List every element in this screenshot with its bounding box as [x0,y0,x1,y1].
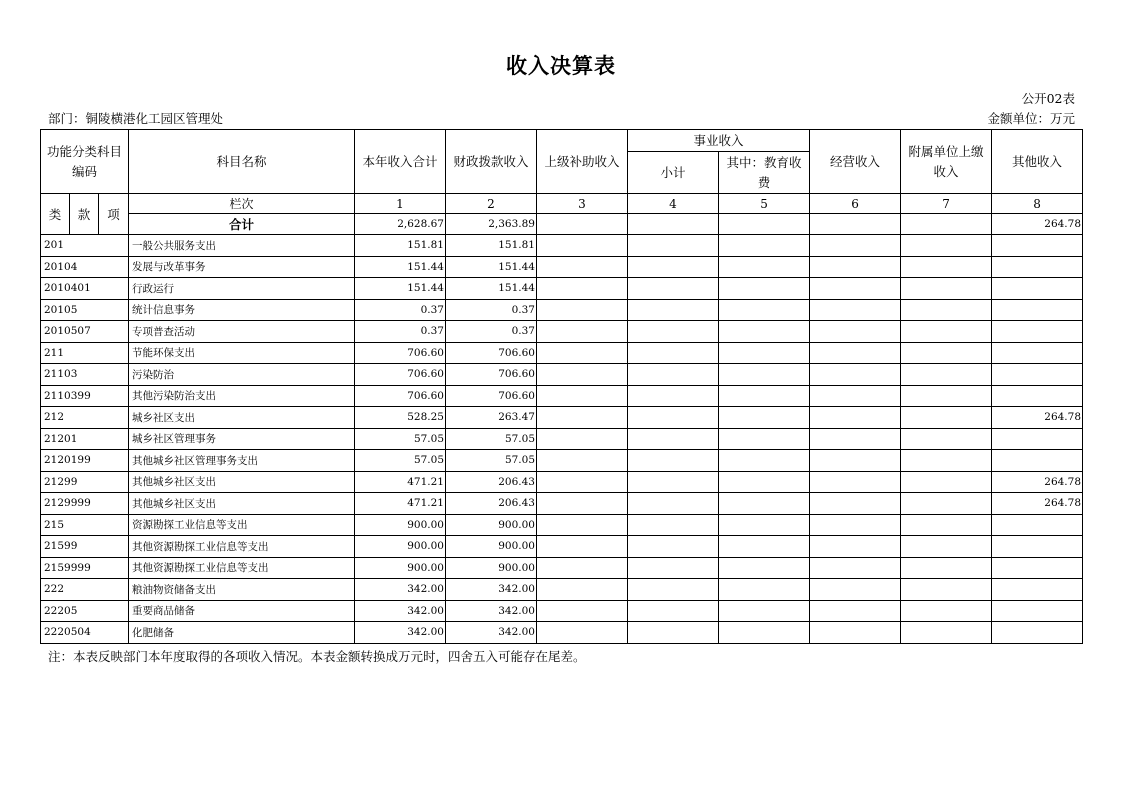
row-amount-cell [810,235,901,257]
row-amount-cell [992,342,1083,364]
row-amount-cell: 900.00 [446,514,537,536]
table-row [41,450,1083,472]
total-cell [537,214,628,235]
row-amount-cell: 151.44 [355,278,446,300]
row-amount-cell [628,600,719,622]
table-row [41,407,1083,429]
row-amount-cell [810,450,901,472]
col-number: 1 [355,194,446,214]
row-amount-cell [810,557,901,579]
row-amount-cell: 342.00 [446,579,537,601]
amount-unit-label: 金额单位：万元 [987,111,1075,126]
header-lei: 类 [41,194,70,235]
row-amount-cell [719,579,810,601]
row-amount-cell [537,407,628,429]
row-amount-cell [992,514,1083,536]
table-row [41,342,1083,364]
row-amount-cell [628,342,719,364]
footnote: 注：本表反映部门本年度取得的各项收入情况。本表金额转换成万元时，四舍五入可能存在尾差。 [48,649,586,664]
table-row [41,622,1083,644]
row-amount-cell [992,536,1083,558]
row-subject-name: 一般公共服务支出 [129,235,355,257]
row-code: 2110399 [41,385,129,407]
row-amount-cell [901,299,992,321]
row-amount-cell [992,622,1083,644]
row-subject-name: 其他资源勘探工业信息等支出 [129,536,355,558]
row-amount-cell [537,536,628,558]
row-amount-cell [992,299,1083,321]
row-amount-cell [901,407,992,429]
row-amount-cell [810,514,901,536]
row-amount-cell [810,256,901,278]
row-amount-cell [537,600,628,622]
row-amount-cell [810,385,901,407]
row-code: 2129999 [41,493,129,515]
header-total-income: 本年收入合计 [355,130,446,194]
col-number: 6 [810,194,901,214]
row-amount-cell [901,514,992,536]
row-amount-cell: 0.37 [355,321,446,343]
row-amount-cell [537,450,628,472]
row-subject-name: 城乡社区管理事务 [129,428,355,450]
row-amount-cell [992,428,1083,450]
header-other-income: 其他收入 [992,130,1083,194]
header-xiang: 项 [99,194,129,235]
row-amount-cell [992,579,1083,601]
row-amount-cell: 151.81 [355,235,446,257]
row-amount-cell [901,450,992,472]
row-amount-cell [719,622,810,644]
row-code: 211 [41,342,129,364]
row-amount-cell [901,622,992,644]
row-amount-cell: 900.00 [355,557,446,579]
row-code: 212 [41,407,129,429]
row-amount-cell: 0.37 [446,321,537,343]
total-cell [719,214,810,235]
row-amount-cell: 151.44 [355,256,446,278]
table-row [41,364,1083,386]
row-amount-cell [992,256,1083,278]
row-code: 2159999 [41,557,129,579]
row-amount-cell: 471.21 [355,471,446,493]
row-amount-cell [901,600,992,622]
row-amount-cell [719,493,810,515]
row-subject-name: 其他城乡社区支出 [129,471,355,493]
total-label: 合计 [129,214,355,235]
row-code: 21599 [41,536,129,558]
table-row [41,557,1083,579]
row-subject-name: 资源勘探工业信息等支出 [129,514,355,536]
row-amount-cell [537,299,628,321]
row-amount-cell [628,428,719,450]
table-body [41,235,1083,644]
row-amount-cell [719,299,810,321]
total-cell [628,214,719,235]
row-amount-cell [810,428,901,450]
row-amount-cell [719,278,810,300]
row-amount-cell: 57.05 [355,450,446,472]
row-amount-cell [810,622,901,644]
row-code: 21201 [41,428,129,450]
row-amount-cell: 900.00 [446,536,537,558]
row-amount-cell [719,342,810,364]
row-amount-cell: 900.00 [355,536,446,558]
row-amount-cell [719,514,810,536]
row-amount-cell [810,471,901,493]
row-amount-cell [901,471,992,493]
row-subject-name: 其他城乡社区管理事务支出 [129,450,355,472]
row-amount-cell [628,235,719,257]
total-cell: 2,363.89 [446,214,537,235]
row-amount-cell: 706.60 [446,364,537,386]
row-amount-cell: 206.43 [446,471,537,493]
header-subtotal: 小计 [628,152,719,194]
row-amount-cell [810,321,901,343]
form-number: 公开02表 [1021,91,1075,106]
row-amount-cell: 900.00 [355,514,446,536]
row-amount-cell: 57.05 [446,428,537,450]
row-amount-cell: 0.37 [446,299,537,321]
row-amount-cell [537,557,628,579]
row-amount-cell [628,407,719,429]
row-amount-cell [992,235,1083,257]
row-amount-cell [992,557,1083,579]
row-amount-cell [901,493,992,515]
row-code: 2010507 [41,321,129,343]
table-row [41,256,1083,278]
row-amount-cell [537,579,628,601]
row-amount-cell [537,321,628,343]
row-amount-cell: 57.05 [446,450,537,472]
row-amount-cell: 0.37 [355,299,446,321]
row-amount-cell [537,428,628,450]
row-amount-cell: 900.00 [446,557,537,579]
row-amount-cell [992,600,1083,622]
row-code: 222 [41,579,129,601]
total-cell [901,214,992,235]
header-affiliated-income: 附属单位上缴收入 [901,130,992,194]
row-amount-cell [628,579,719,601]
row-amount-cell [810,278,901,300]
header-row-1 [41,130,1083,152]
row-subject-name: 粮油物资储备支出 [129,579,355,601]
table-row [41,428,1083,450]
row-amount-cell [810,342,901,364]
col-number: 8 [992,194,1083,214]
row-amount-cell [537,471,628,493]
row-amount-cell [719,321,810,343]
row-amount-cell [628,622,719,644]
row-amount-cell: 342.00 [355,622,446,644]
header-subject-name: 科目名称 [129,130,355,194]
row-amount-cell: 342.00 [446,622,537,644]
col-number: 5 [719,194,810,214]
col-number: 7 [901,194,992,214]
row-amount-cell [901,364,992,386]
row-subject-name: 其他污染防治支出 [129,385,355,407]
row-amount-cell [719,407,810,429]
row-amount-cell [719,600,810,622]
row-code: 2120199 [41,450,129,472]
row-code: 215 [41,514,129,536]
row-amount-cell: 706.60 [446,385,537,407]
row-amount-cell [628,364,719,386]
row-code: 2010401 [41,278,129,300]
row-amount-cell [810,493,901,515]
total-cell [810,214,901,235]
row-amount-cell [628,471,719,493]
row-amount-cell [992,385,1083,407]
row-code: 20105 [41,299,129,321]
table-row [41,471,1083,493]
header-kuan: 款 [70,194,99,235]
row-subject-name: 重要商品储备 [129,600,355,622]
row-amount-cell [992,364,1083,386]
row-amount-cell [810,299,901,321]
row-amount-cell [719,450,810,472]
header-superior-subsidy: 上级补助收入 [537,130,628,194]
row-amount-cell [537,493,628,515]
row-amount-cell [810,364,901,386]
table-row [41,321,1083,343]
row-amount-cell [810,600,901,622]
row-amount-cell: 706.60 [355,342,446,364]
header-business-income: 事业收入 [628,130,810,152]
row-amount-cell [901,579,992,601]
header-fiscal-allocation: 财政拨款收入 [446,130,537,194]
row-subject-name: 污染防治 [129,364,355,386]
col-number: 3 [537,194,628,214]
row-amount-cell: 57.05 [355,428,446,450]
row-amount-cell [719,235,810,257]
row-subject-name: 专项普查活动 [129,321,355,343]
total-cell: 2,628.67 [355,214,446,235]
row-amount-cell [537,278,628,300]
row-amount-cell [901,536,992,558]
row-amount-cell: 528.25 [355,407,446,429]
row-amount-cell [628,514,719,536]
row-amount-cell [719,256,810,278]
row-amount-cell [901,428,992,450]
row-code: 22205 [41,600,129,622]
row-amount-cell: 342.00 [446,600,537,622]
total-cell: 264.78 [992,214,1083,235]
row-amount-cell [628,256,719,278]
row-amount-cell: 342.00 [355,579,446,601]
header-column-no: 栏次 [129,194,355,214]
row-amount-cell [992,450,1083,472]
page-title: 收入决算表 [506,53,616,78]
row-amount-cell [628,299,719,321]
row-amount-cell: 706.60 [355,385,446,407]
table-row [41,514,1083,536]
row-amount-cell [719,471,810,493]
table-row [41,600,1083,622]
row-code: 2220504 [41,622,129,644]
row-subject-name: 其他城乡社区支出 [129,493,355,515]
table-row [41,536,1083,558]
row-subject-name: 发展与改革事务 [129,256,355,278]
row-subject-name: 节能环保支出 [129,342,355,364]
table-row [41,235,1083,257]
row-amount-cell: 151.44 [446,256,537,278]
row-amount-cell: 264.78 [992,493,1083,515]
row-amount-cell [628,385,719,407]
row-amount-cell: 706.60 [446,342,537,364]
row-amount-cell [628,493,719,515]
col-number: 4 [628,194,719,214]
row-amount-cell: 342.00 [355,600,446,622]
row-amount-cell [901,557,992,579]
row-amount-cell [901,278,992,300]
header-row-3 [41,194,1083,214]
col-number: 2 [446,194,537,214]
row-amount-cell: 471.21 [355,493,446,515]
row-amount-cell [810,579,901,601]
row-amount-cell [719,536,810,558]
header-func-code: 功能分类科目编码 [41,130,129,194]
row-amount-cell [719,428,810,450]
table-row [41,493,1083,515]
row-amount-cell [628,321,719,343]
row-code: 21299 [41,471,129,493]
row-amount-cell [628,278,719,300]
row-amount-cell [992,321,1083,343]
row-subject-name: 行政运行 [129,278,355,300]
row-amount-cell: 151.44 [446,278,537,300]
table-row [41,278,1083,300]
row-code: 201 [41,235,129,257]
row-amount-cell [628,536,719,558]
row-amount-cell [719,364,810,386]
row-amount-cell [901,235,992,257]
row-amount-cell: 263.47 [446,407,537,429]
row-amount-cell [628,450,719,472]
row-amount-cell [537,256,628,278]
row-amount-cell [901,256,992,278]
table-row [41,579,1083,601]
row-amount-cell [537,622,628,644]
row-amount-cell: 151.81 [446,235,537,257]
row-amount-cell [537,364,628,386]
row-code: 21103 [41,364,129,386]
row-amount-cell: 206.43 [446,493,537,515]
header-operating-income: 经营收入 [810,130,901,194]
total-row [41,214,1083,235]
row-amount-cell: 706.60 [355,364,446,386]
table-row [41,385,1083,407]
row-amount-cell [537,385,628,407]
row-amount-cell [810,407,901,429]
row-amount-cell [901,385,992,407]
table-row [41,299,1083,321]
row-amount-cell [810,536,901,558]
department-label: 部门：铜陵横港化工园区管理处 [48,111,224,126]
row-code: 20104 [41,256,129,278]
row-subject-name: 其他资源勘探工业信息等支出 [129,557,355,579]
row-amount-cell [537,342,628,364]
row-subject-name: 统计信息事务 [129,299,355,321]
row-amount-cell [992,278,1083,300]
row-amount-cell: 264.78 [992,407,1083,429]
row-subject-name: 化肥储备 [129,622,355,644]
row-amount-cell [537,235,628,257]
row-amount-cell [537,514,628,536]
row-amount-cell [719,385,810,407]
row-amount-cell: 264.78 [992,471,1083,493]
header-education-fee: 其中：教育收费 [719,152,810,194]
row-amount-cell [628,557,719,579]
income-table [40,129,1083,644]
row-amount-cell [901,321,992,343]
row-amount-cell [901,342,992,364]
row-amount-cell [719,557,810,579]
row-subject-name: 城乡社区支出 [129,407,355,429]
